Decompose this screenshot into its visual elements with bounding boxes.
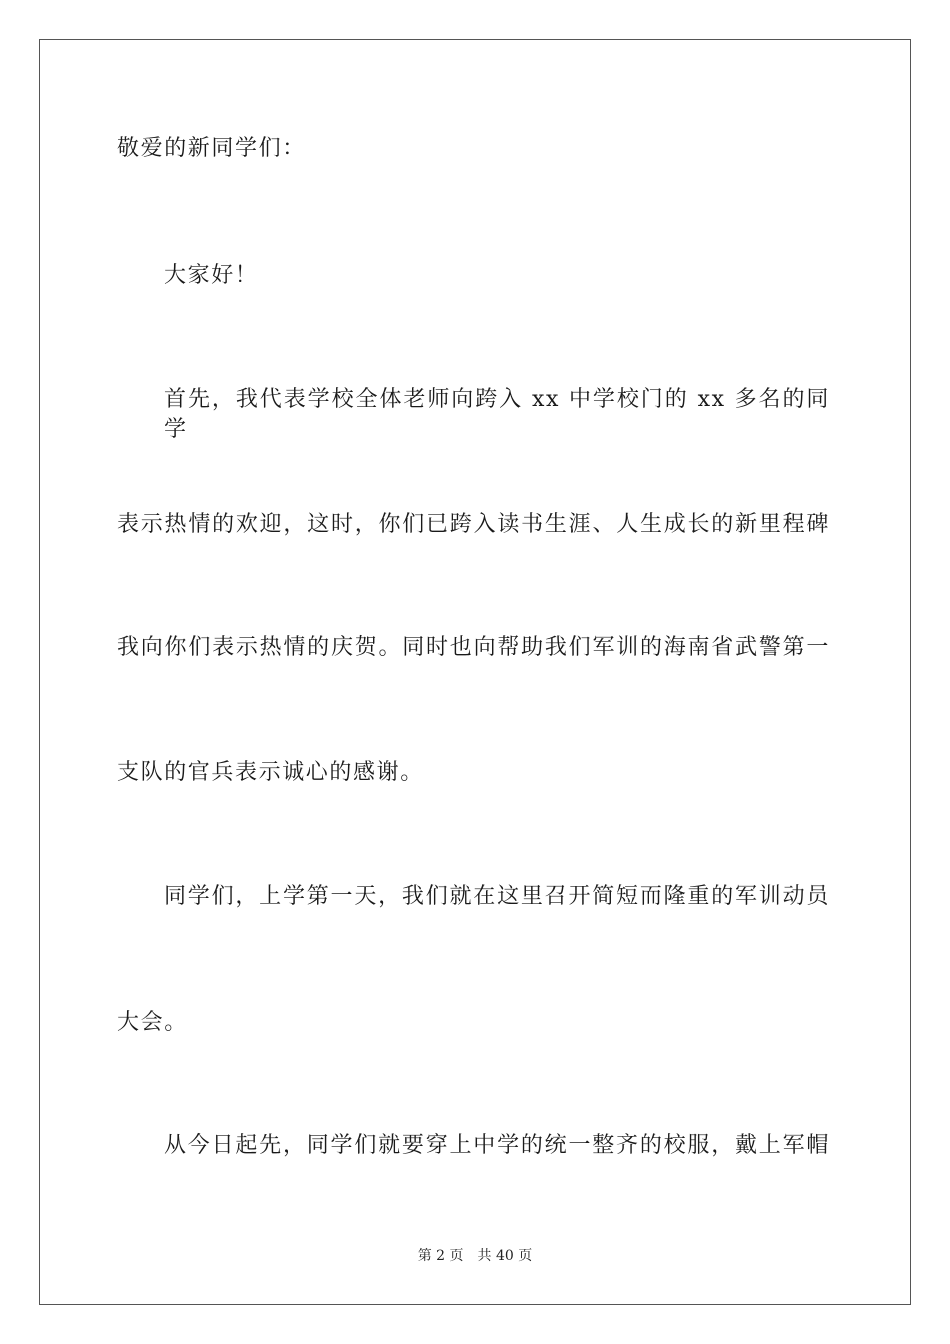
page-total: 共 40 页: [477, 1248, 533, 1264]
salutation: 敬爱的新同学们：: [117, 136, 306, 161]
paragraph-line: 从今日起先，同学们就要穿上中学的统一整齐的校服，戴上军帽: [164, 1133, 830, 1158]
paragraph-line: 表示热情的欢迎，这时，你们已跨入读书生涯、人生成长的新里程碑: [117, 512, 830, 537]
paragraph-line: 支队的官兵表示诚心的感谢。: [117, 760, 424, 785]
paragraph-line: 我向你们表示热情的庆贺。同时也向帮助我们军训的海南省武警第一: [117, 635, 830, 660]
paragraph-line: 同学们，上学第一天，我们就在这里召开简短而隆重的军训动员: [164, 884, 830, 909]
page-footer: [0, 1246, 950, 1266]
page-border: [39, 39, 911, 1305]
paragraph-line: 大会。: [117, 1010, 188, 1035]
paragraph-line: 首先，我代表学校全体老师向跨入 xx 中学校门的 xx 多名的同学: [164, 387, 830, 442]
page-number: 第 2 页: [417, 1248, 464, 1264]
greeting: 大家好！: [164, 263, 259, 288]
